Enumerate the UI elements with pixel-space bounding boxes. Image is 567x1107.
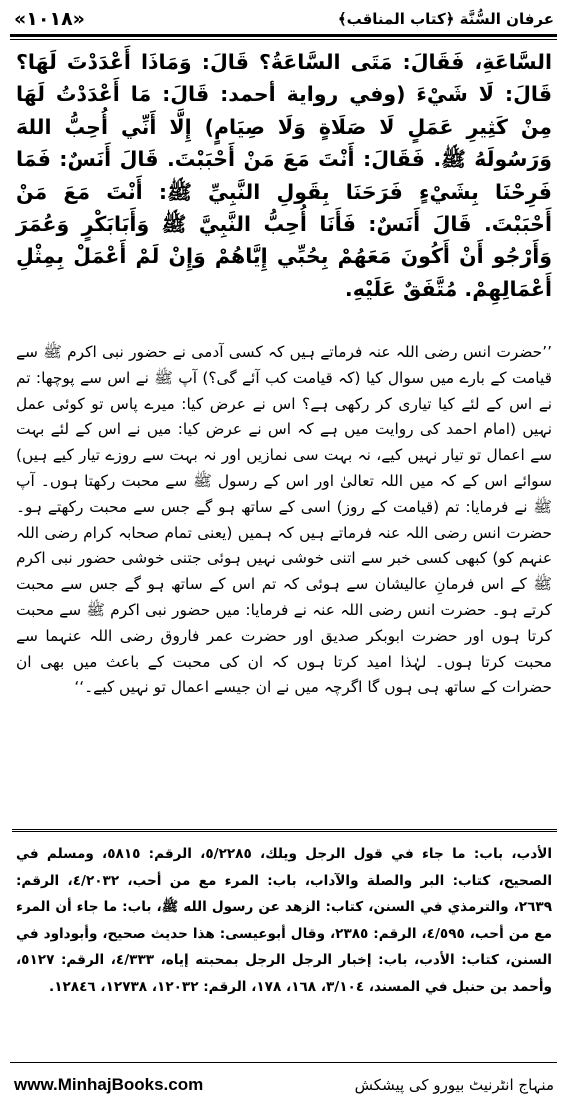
references-footnote xyxy=(16,841,552,1001)
page-footer xyxy=(14,1072,554,1098)
hadith-arabic-paragraph: السَّاعَةِ، فَقَالَ: مَتَى السَّاعَةُ؟ قَالَ: وَمَاذَا أَعْدَدْتَ لَهَا؟ قَالَ: لَا شَيْءَ (وفي رواية أحمد: قَالَ: مَا أَعْدَدْتُ لَهَا مِنْ كَثِيرِ عَمَلٍ لَا صَلَاةٍ وَلَا صِيَامٍ) إِلَّا أَنِّي أُحِبُّ اللهَ وَرَسُولَهُ ﷺ. فَقَالَ: أَنْتَ مَعَ مَنْ أَحْبَبْتَ. قَالَ أَنَسٌ: فَمَا فَرِحْنَا بِشَيْءٍ فَرَحَنَا بِقَولِ النَّبِيِّ ﷺ: أَنْتَ مَعَ مَنْ أَحْبَبْتَ. قَالَ أَنَسٌ: فَأَنَا أُحِبُّ النَّبِيَّ ﷺ وَأَبَابَكْرٍ وَعُمَرَ وَأَرْجُو أَنْ أَكُونَ مَعَهُمْ بِحُبِّي إِيَّاهُمْ وَإِنْ لَمْ أَعْمَلْ بِمِثْلِ أَعْمَالِهِمْ. مُتَّفَقٌ عَلَيْهِ. xyxy=(16,50,552,301)
page-number: «۱۰۱۸» xyxy=(14,8,85,30)
references-divider xyxy=(12,829,557,830)
footer-rule xyxy=(10,1062,557,1063)
header-rule-thick xyxy=(10,34,557,37)
page-header xyxy=(14,4,554,34)
publisher-credit: منہاج انٹرنیٹ بیورو کی پیشکش xyxy=(354,1076,554,1094)
hadith-arabic-text xyxy=(16,46,552,305)
website-link[interactable]: www.MinhajBooks.com xyxy=(14,1075,204,1094)
book-title: عرفان السُّنَّة ﴿کتاب المناقب﴾ xyxy=(337,10,554,28)
header-rule-thin xyxy=(10,39,557,40)
references-divider-2 xyxy=(12,831,557,832)
urdu-translation-paragraph: ’’حضرت انس رضی اللہ عنہ فرماتے ہیں کہ کسی آدمی نے حضور نبی اکرم ﷺ سے قیامت کے بارے میں سوال کیا (کہ قیامت کب آئے گی؟) آپ ﷺ نے اس سے پوچھا: تم نے اس کے لئے کیا تیاری کر رکھی ہے؟ اس نے عرض کیا: میرے پاس تو کوئی عمل نہیں (امام احمد کی روایت میں ہے کہ اس نے عرض کیا: میں نے اس کے لئے بہت سے اعمال تو تیار نہیں کیے، نہ بہت سی نمازیں اور نہ بہت سے روزے تیار کیے ہیں) سوائے اس کے کہ میں اللہ تعالیٰ اور اس کے رسول ﷺ سے محبت رکھتا ہوں۔ آپ ﷺ نے فرمایا: تم (قیامت کے روز) اسی کے ساتھ ہو گے جس سے محبت رکھتے ہو۔ حضرت انس رضی اللہ عنہ فرماتے ہیں کہ ہمیں (یعنی تمام صحابہ کرام رضی اللہ عنہم کو) کبھی کسی خبر سے اتنی خوشی نہیں ہوئی جتنی خوشی حضور نبی اکرم ﷺ کے اس فرمانِ عالیشان سے ہوئی کہ تم اس کے ساتھ ہو گے جس سے محبت کرتے ہو۔ حضرت انس رضی اللہ عنہ نے فرمایا: میں حضور نبی اکرم ﷺ سے محبت کرتا ہوں اور حضرت ابوبکر صدیق اور حضرت عمر فاروق رضی اللہ عنہما سے محبت کرتا ہوں۔ لہٰذا امید کرتا ہوں کہ ان کی محبت کے باعث میں بھی ان حضرات کے ساتھ ہی ہوں گا اگرچہ میں نے ان جیسے اعمال تو نہیں کیے۔‘‘ xyxy=(16,343,552,697)
references-paragraph: الأدب، باب: ما جاء في قول الرجل ويلك، ٥/٢٢٨٥، الرقم: ٥٨١٥، ومسلم في الصحيح، كتاب: البر والصلة والآداب، باب: المرء مع من أحب، ٤/٢٠٣٢، الرقم: ٢٦٣٩، والترمذي في السنن، كتاب: الزهد عن رسول الله ﷺ، باب: ما جاء أن المرء مع من أحب، ٤/٥٩٥، الرقم: ٢٣٨٥، وقال أبوعيسى: هذا حديث صحيح، وأبوداود في السنن، كتاب: الأدب، باب: إخبار الرجل الرجل بمحبته إياه، ٤/٣٣٣، الرقم: ٥١٢٧، وأحمد بن حنبل في المسند، ٣/١٠٤، ١٦٨، ١٧٨، الرقم: ١٢٠٣٢، ١٢٧٣٨، ١٢٨٤٦. xyxy=(16,846,552,995)
urdu-translation xyxy=(16,340,552,701)
